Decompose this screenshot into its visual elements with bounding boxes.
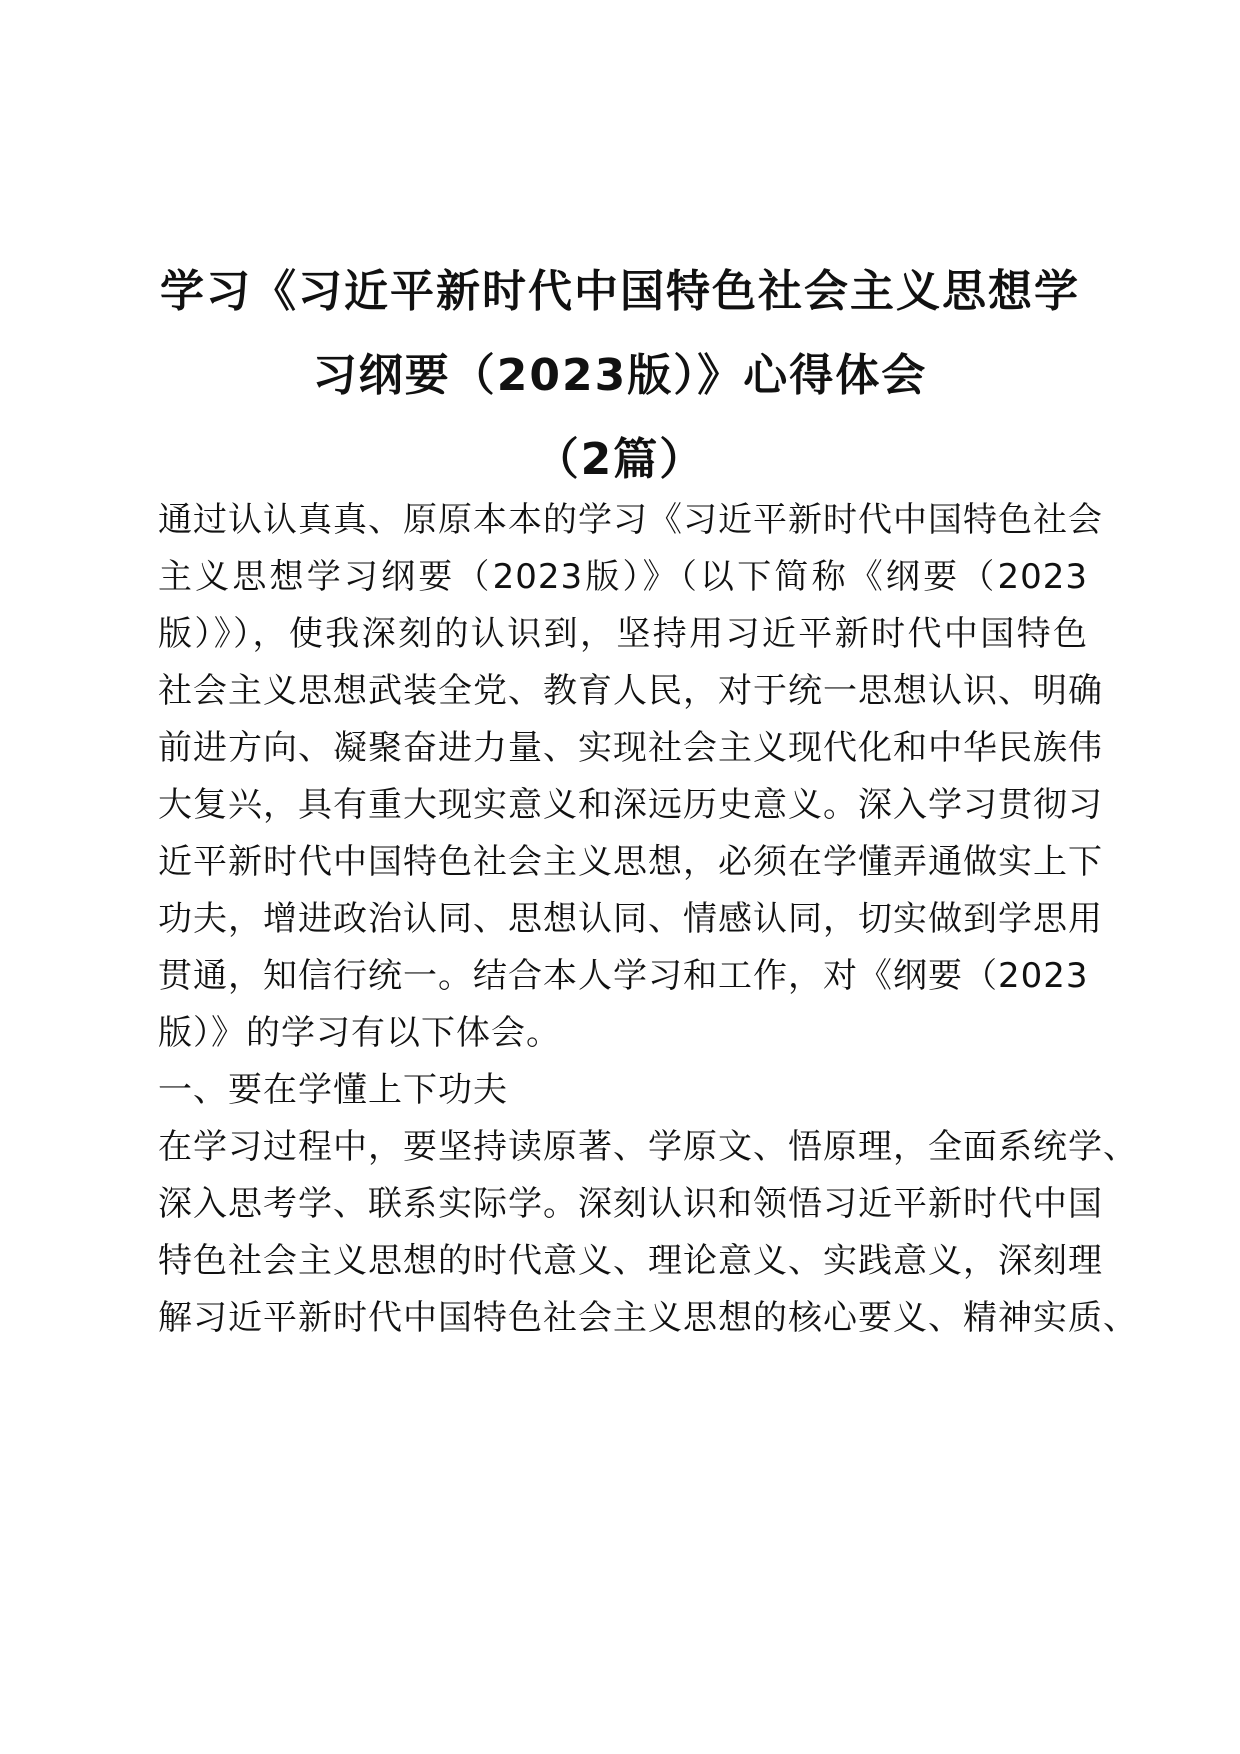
body-line: 通过认认真真、原原本本的学习《习近平新时代中国特色社会 xyxy=(158,500,1103,540)
body-line: 主义思想学习纲要（2023版）》（以下简称《纲要（2023 xyxy=(158,557,1088,597)
document-subtitle: （2篇） xyxy=(534,434,706,485)
body-line: 特色社会主义思想的时代意义、理论意义、实践意义，深刻理 xyxy=(158,1241,1103,1281)
body-line: 解习近平新时代中国特色社会主义思想的核心要义、精神实质、 xyxy=(158,1298,1138,1338)
title-line-1: 学习《习近平新时代中国特色社会主义思想学 xyxy=(160,266,1080,317)
body-line: 在学习过程中，要坚持读原著、学原文、悟原理，全面系统学、 xyxy=(158,1127,1138,1167)
body-line: 版）》），使我深刻的认识到，坚持用习近平新时代中国特色 xyxy=(158,614,1088,654)
body-line: 大复兴，具有重大现实意义和深远历史意义。深入学习贯彻习 xyxy=(158,785,1103,825)
section-heading: 一、要在学懂上下功夫 xyxy=(158,1070,508,1110)
body-line: 贯通，知信行统一。结合本人学习和工作，对《纲要（2023 xyxy=(158,956,1089,996)
body-line: 近平新时代中国特色社会主义思想，必须在学懂弄通做实上下 xyxy=(158,842,1103,882)
body-line: 深入思考学、联系实际学。深刻认识和领悟习近平新时代中国 xyxy=(158,1184,1103,1224)
body-line: 前进方向、凝聚奋进力量、实现社会主义现代化和中华民族伟 xyxy=(158,728,1103,768)
document-title xyxy=(100,250,1140,418)
title-line-2: 习纲要（2023版）》心得体会 xyxy=(312,350,928,401)
body-line: 社会主义思想武装全党、教育人民，对于统一思想认识、明确 xyxy=(158,671,1103,711)
body-line: 版）》的学习有以下体会。 xyxy=(158,1013,561,1053)
body-line: 功夫，增进政治认同、思想认同、情感认同，切实做到学思用 xyxy=(158,899,1103,939)
